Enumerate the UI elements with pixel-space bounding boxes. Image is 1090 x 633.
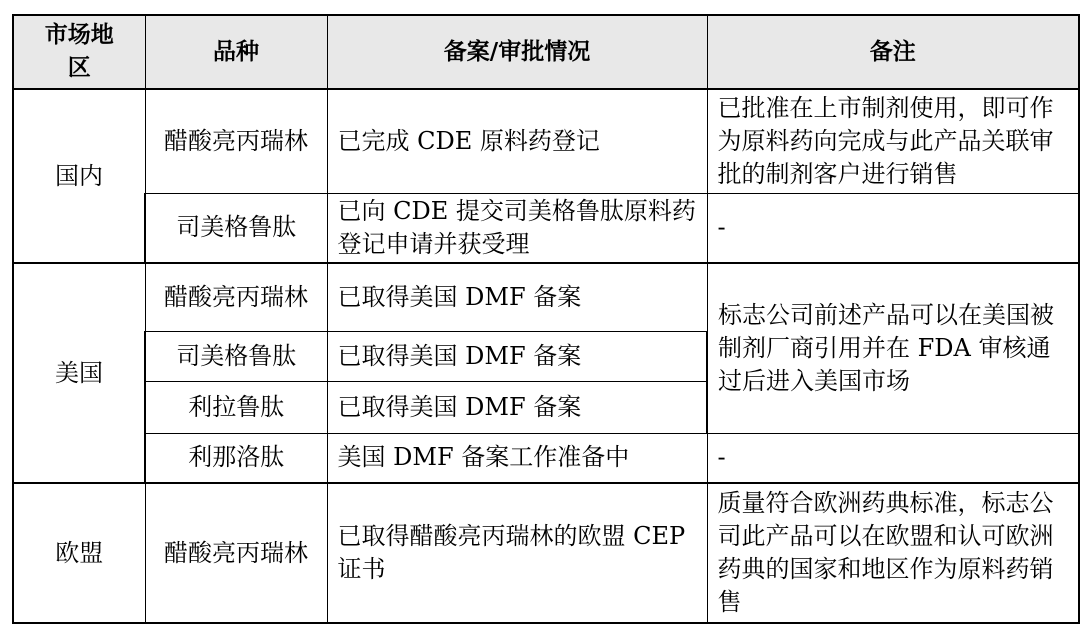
status-cell: 已取得美国 DMF 备案 [327,263,707,331]
table-row [13,193,1079,263]
status-cell: 已取得美国 DMF 备案 [327,331,707,381]
region-cell: 欧盟 [13,483,145,623]
note-cell: 已批准在上市制剂使用，即可作为原料药向完成与此产品关联审批的制剂客户进行销售 [707,89,1079,193]
note-cell: - [707,193,1079,263]
table-row [13,263,1079,331]
header-region: 市场地区 [13,15,145,89]
table-row [13,433,1079,483]
product-cell: 利那洛肽 [145,433,327,483]
status-cell: 已向 CDE 提交司美格鲁肽原料药登记申请并获受理 [327,193,707,263]
product-cell: 醋酸亮丙瑞林 [145,263,327,331]
note-cell: 标志公司前述产品可以在美国被制剂厂商引用并在 FDA 审核通过后进入美国市场 [707,263,1079,433]
region-cell: 美国 [13,263,145,483]
product-cell: 醋酸亮丙瑞林 [145,89,327,193]
region-cell: 国内 [13,89,145,263]
note-cell: 质量符合欧洲药典标准，标志公司此产品可以在欧盟和认可欧洲药典的国家和地区作为原料药销售 [707,483,1079,623]
product-cell: 司美格鲁肽 [145,193,327,263]
header-status: 备案/审批情况 [327,15,707,89]
status-cell: 已取得醋酸亮丙瑞林的欧盟 CEP 证书 [327,483,707,623]
header-product: 品种 [145,15,327,89]
registration-table [12,14,1080,624]
status-cell: 已取得美国 DMF 备案 [327,381,707,433]
product-cell: 司美格鲁肽 [145,331,327,381]
product-cell: 利拉鲁肽 [145,381,327,433]
status-cell: 已完成 CDE 原料药登记 [327,89,707,193]
table-row [13,483,1079,623]
status-cell: 美国 DMF 备案工作准备中 [327,433,707,483]
table-row [13,89,1079,193]
header-note: 备注 [707,15,1079,89]
note-cell: - [707,433,1079,483]
product-cell: 醋酸亮丙瑞林 [145,483,327,623]
